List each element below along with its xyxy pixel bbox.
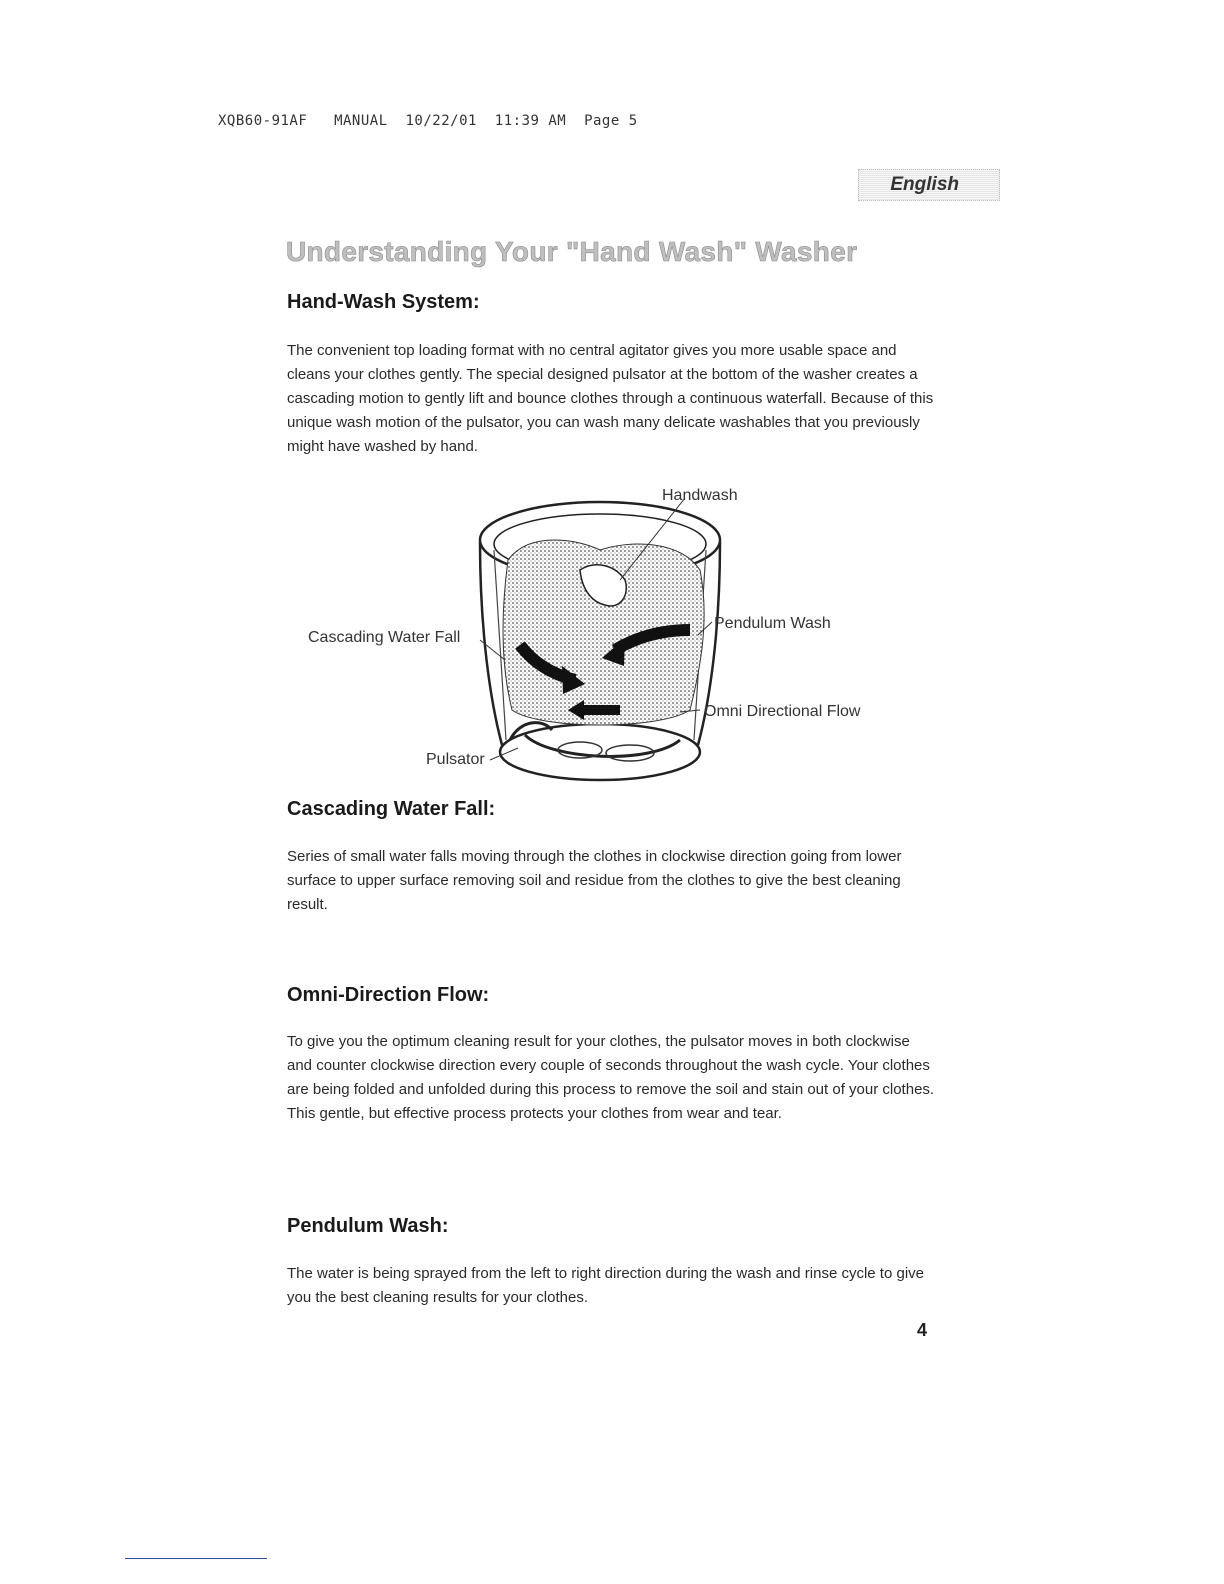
label-cascading-water-fall: Cascading Water Fall bbox=[308, 629, 461, 646]
washer-tub-illustration bbox=[480, 502, 720, 780]
print-header: XQB60-91AF MANUAL 10/22/01 11:39 AM Page 5 bbox=[218, 113, 638, 129]
label-pendulum-wash: Pendulum Wash bbox=[714, 615, 831, 632]
section-heading-hand-wash-system: Hand-Wash System: bbox=[287, 291, 480, 313]
language-tab-label: English bbox=[890, 174, 959, 195]
section-heading-pendulum-wash: Pendulum Wash: bbox=[287, 1215, 449, 1237]
label-pulsator: Pulsator bbox=[426, 751, 485, 768]
page-number: 4 bbox=[917, 1320, 928, 1340]
footer-rule bbox=[125, 1558, 267, 1559]
section-body-pendulum-wash: The water is being sprayed from the left to right direction during the wash and rinse cycle to give you the best cleaning results for your clothes. bbox=[287, 1265, 924, 1306]
section-heading-omni-direction-flow: Omni-Direction Flow: bbox=[287, 984, 490, 1006]
section-heading-cascading-water-fall: Cascading Water Fall: bbox=[287, 798, 496, 820]
leader-line-cascading bbox=[480, 640, 505, 660]
language-tab bbox=[858, 169, 1000, 201]
section-body-hand-wash-system: The convenient top loading format with no central agitator gives you more usable space and cleans your clothes gently. The special designed pulsator at the bottom of the washer creates a cascading motion to gently lift and bounce clothes through a continuous waterfall. Because of this unique wash motion of the pulsator, you can wash many delicate washables that you previously might have washed by hand. bbox=[287, 342, 934, 455]
page-title: Understanding Your "Hand Wash" Washer bbox=[286, 236, 858, 267]
label-handwash: Handwash bbox=[662, 487, 738, 504]
section-body-cascading-water-fall: Series of small water falls moving through the clothes in clockwise direction going from lower surface to upper surface removing soil and residue from the clothes to give the best cleaning result. bbox=[287, 848, 902, 913]
washer-diagram bbox=[280, 470, 920, 800]
section-body-omni-direction-flow: To give you the optimum cleaning result for your clothes, the pulsator moves in both clockwise and counter clockwise direction every couple of seconds throughout the wash cycle. Your clothes are being folded and unfolded during this process to remove the soil and stain out of your clothes. This gentle, but effective process protects your clothes from wear and tear. bbox=[287, 1033, 935, 1122]
label-omni-directional-flow: Omni Directional Flow bbox=[704, 703, 861, 720]
leader-line-pulsator bbox=[490, 748, 518, 760]
